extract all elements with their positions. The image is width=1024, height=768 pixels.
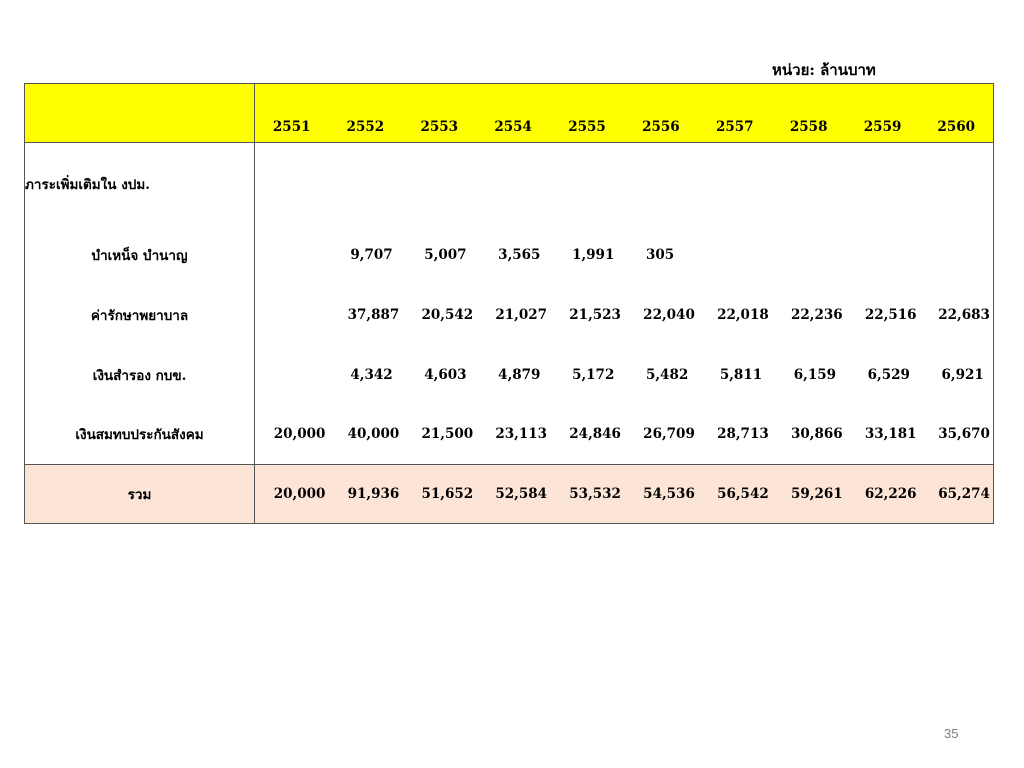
table-cell: 20,000 — [273, 426, 326, 443]
section-row — [25, 143, 994, 225]
total-cell: 53,532 — [550, 465, 624, 524]
total-cell: 91,936 — [328, 465, 402, 524]
table-cell — [920, 225, 994, 285]
total-cell: 65,274 — [920, 465, 994, 524]
table-cell: 21,523 — [569, 306, 621, 323]
table-cell: 6,159 — [793, 366, 837, 383]
total-cell: 54,536 — [624, 465, 698, 524]
header-label-cell — [25, 84, 255, 143]
table-cell: 21,500 — [421, 426, 474, 443]
table-cell: 21,027 — [495, 306, 548, 323]
table-cell — [846, 225, 920, 285]
table-cell: 5,482 — [645, 366, 689, 383]
table-cell: 5,811 — [719, 366, 763, 383]
table-cell: 5,007 — [424, 246, 467, 263]
table-cell: 22,683 — [920, 285, 994, 345]
table-cell: 9,707 — [350, 246, 393, 263]
budget-table — [24, 83, 994, 524]
row-label: ค่ารักษาพยาบาล — [25, 285, 255, 345]
year-header: 2555 — [550, 84, 624, 143]
table-cell: 1,991 — [572, 246, 615, 263]
table-cell: 3,565 — [498, 246, 541, 263]
table-cell: 6,921 — [920, 345, 994, 405]
page-number: 35 — [944, 726, 959, 741]
table-cell: 35,670 — [920, 405, 994, 465]
year-header: 2556 — [624, 84, 698, 143]
table-row-social-security — [25, 405, 994, 465]
table-cell — [772, 225, 846, 285]
table-cell — [255, 285, 329, 345]
table-cell: 4,342 — [350, 366, 393, 383]
section-label: ภาระเพิ่มเติมใน งปม. — [25, 143, 255, 225]
table-cell — [255, 225, 329, 285]
table-cell: 22,516 — [864, 306, 917, 323]
year-header: 2558 — [772, 84, 846, 143]
year-header: 2557 — [698, 84, 772, 143]
row-label: เงินสำรอง กบข. — [25, 345, 255, 405]
table-cell: 22,236 — [790, 306, 843, 323]
year-header: 2560 — [920, 84, 994, 143]
year-header: 2551 — [255, 84, 329, 143]
table-row-total — [25, 465, 994, 524]
total-cell: 20,000 — [255, 465, 329, 524]
year-header: 2553 — [402, 84, 476, 143]
row-label: บำเหน็จ บำนาญ — [25, 225, 255, 285]
table-row-pension — [25, 225, 994, 285]
table-cell: 5,172 — [572, 366, 615, 383]
table-cell: 33,181 — [864, 426, 917, 443]
total-label: รวม — [25, 465, 255, 524]
table-cell — [255, 345, 329, 405]
total-cell: 56,542 — [698, 465, 772, 524]
total-cell: 59,261 — [772, 465, 846, 524]
table-cell — [698, 225, 772, 285]
total-cell: 62,226 — [846, 465, 920, 524]
table-cell: 4,879 — [498, 366, 541, 383]
row-label: เงินสมทบประกันสังคม — [25, 405, 255, 465]
table-cell: 28,713 — [717, 426, 769, 443]
table-cell: 37,887 — [347, 306, 400, 323]
table-cell: 26,709 — [643, 426, 695, 443]
header-row — [25, 84, 994, 143]
table-cell: 40,000 — [347, 426, 400, 443]
year-header: 2554 — [476, 84, 550, 143]
total-cell: 52,584 — [476, 465, 550, 524]
table-cell: 6,529 — [867, 366, 910, 383]
table-cell: 22,018 — [717, 306, 769, 323]
table-cell: 305 — [645, 246, 675, 263]
table-cell: 20,542 — [421, 306, 474, 323]
table-cell: 23,113 — [495, 426, 548, 443]
table-cell: 30,866 — [790, 426, 843, 443]
unit-note: หน่วย: ล้านบาท — [772, 61, 876, 79]
total-cell: 51,652 — [402, 465, 476, 524]
year-header: 2559 — [846, 84, 920, 143]
table-cell: 24,846 — [569, 426, 621, 443]
table-cell: 4,603 — [424, 366, 467, 383]
table-row-medical — [25, 285, 994, 345]
year-header: 2552 — [328, 84, 402, 143]
table-cell: 22,040 — [643, 306, 695, 323]
table-row-reserve — [25, 345, 994, 405]
